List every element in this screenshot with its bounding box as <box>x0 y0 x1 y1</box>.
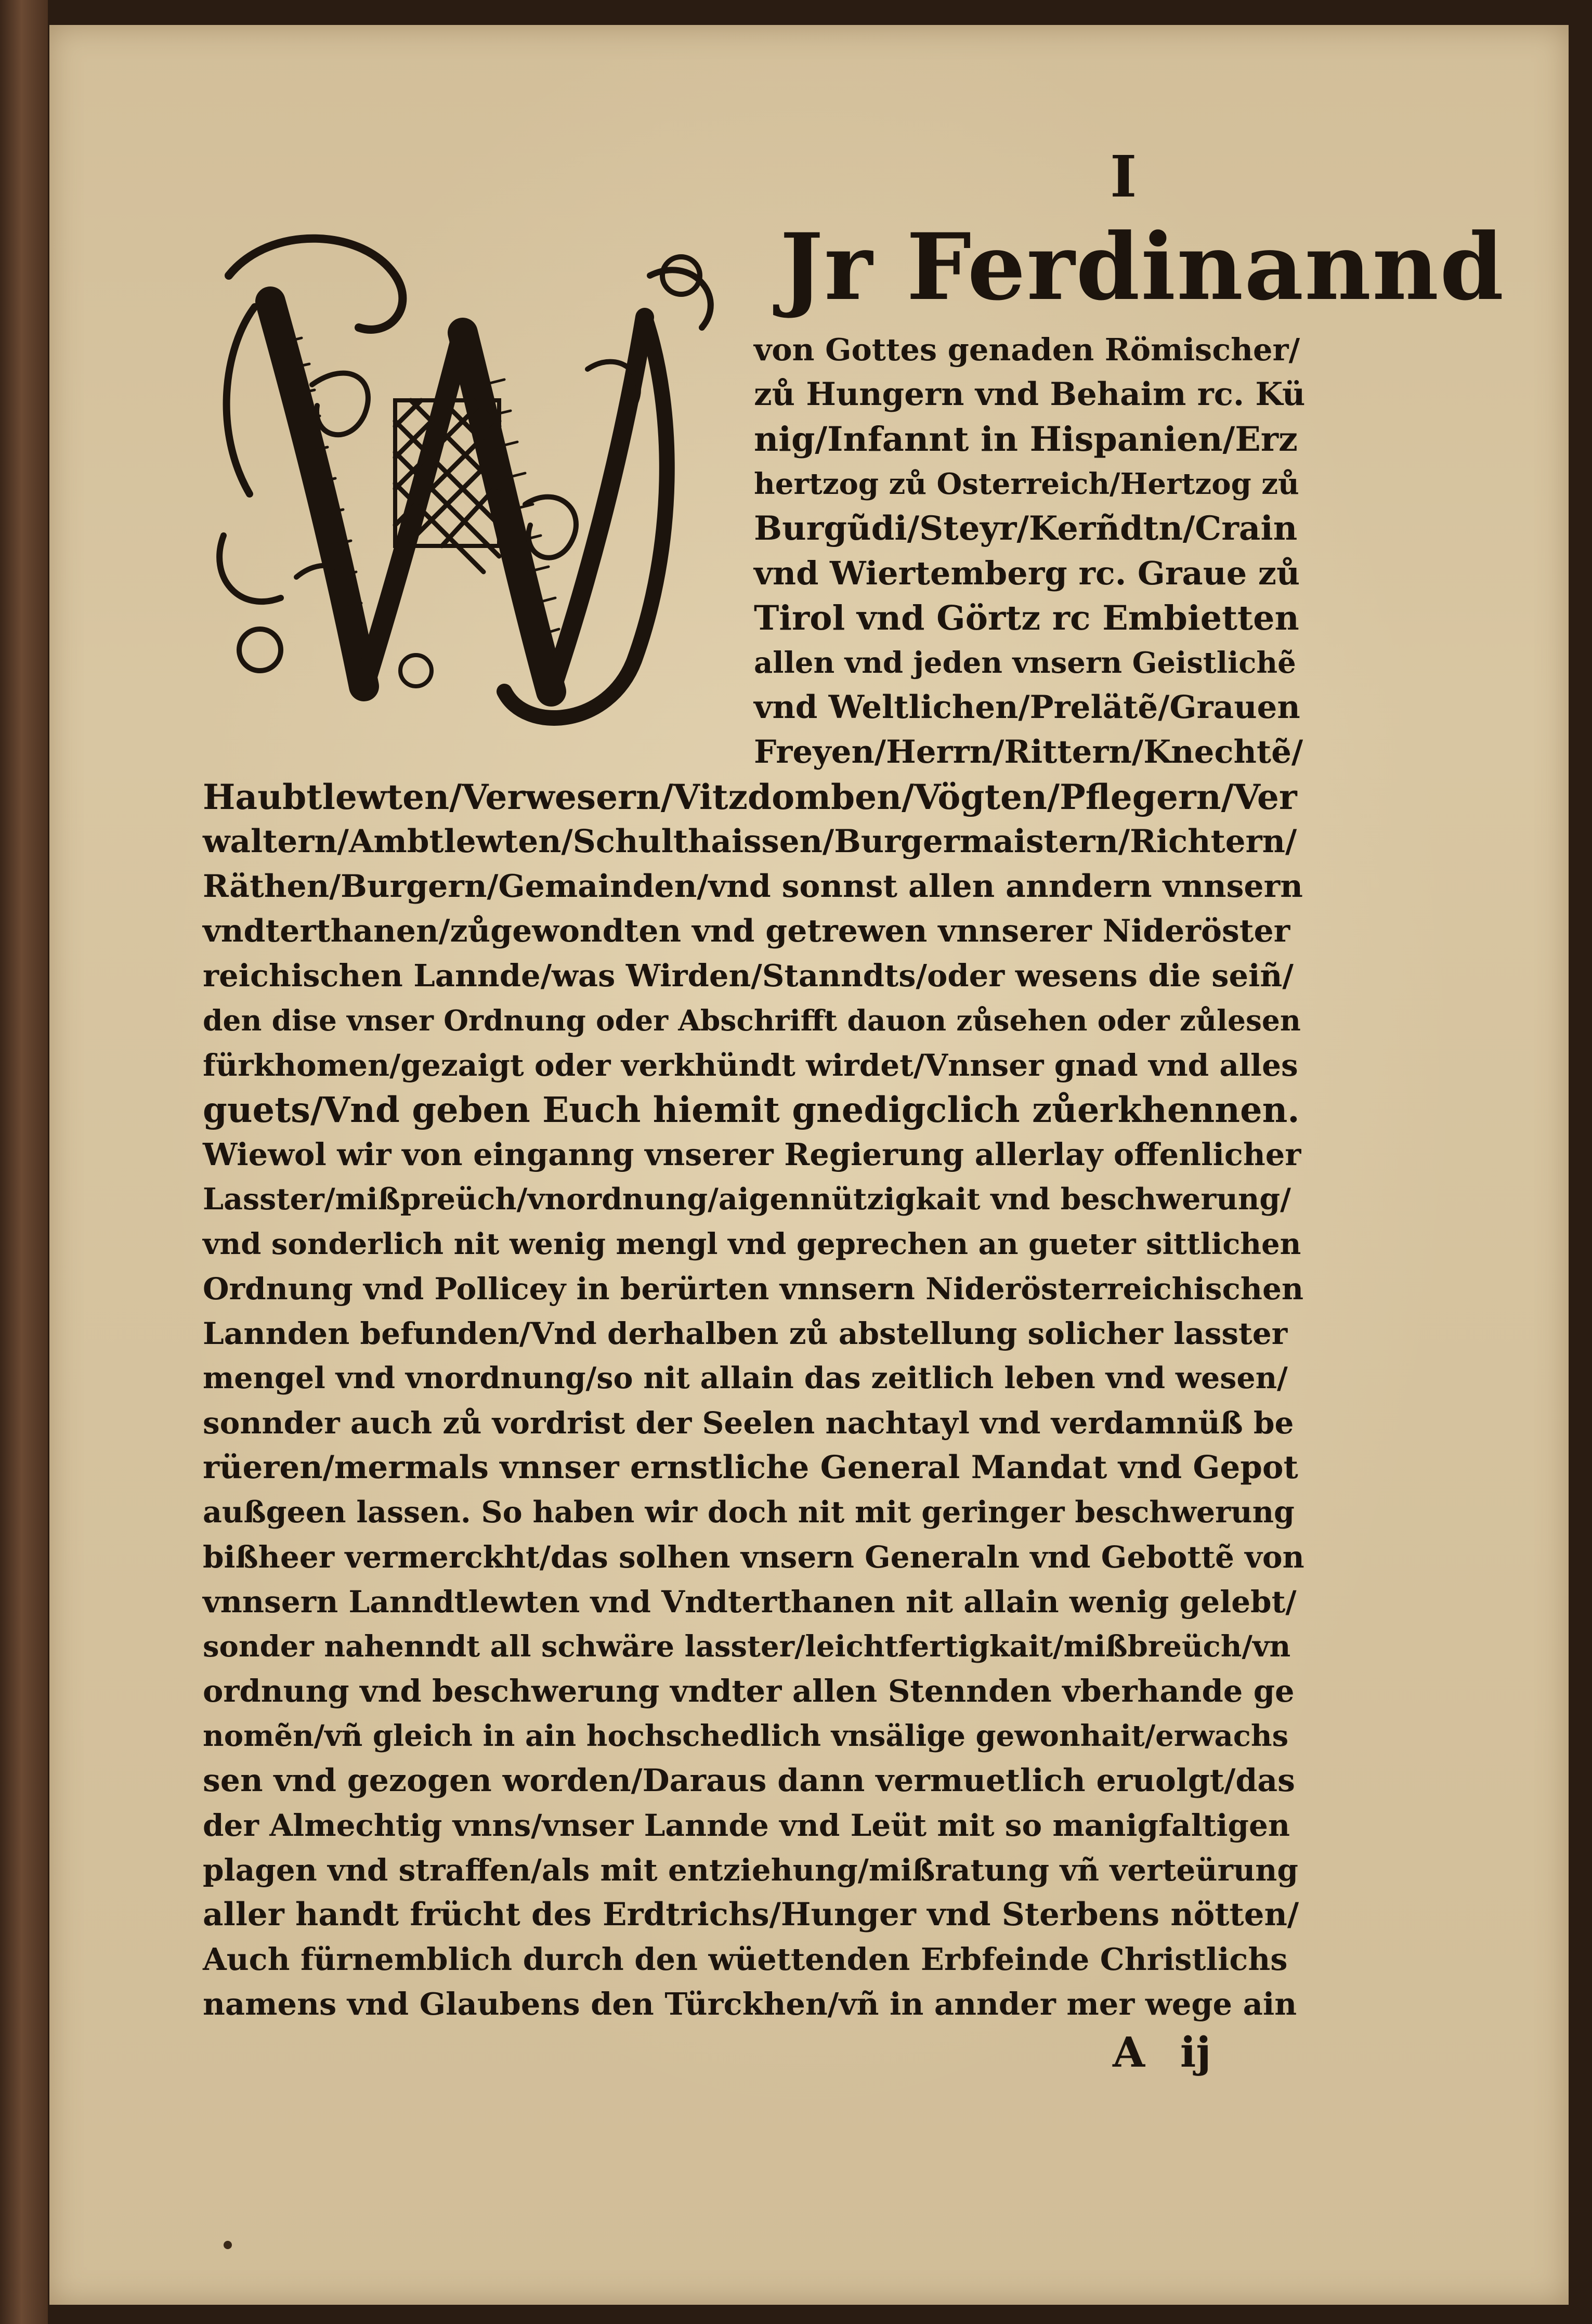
text-line: vnnsern Lanndtlewten vnd Vndterthanen nit allain wenig gelebt/ <box>203 1584 1297 1620</box>
opening-title: Jr Ferdinannd <box>780 213 1505 321</box>
signature-mark: A ij <box>1113 2028 1211 2077</box>
text-line: plagen vnd straffen/als mit entziehung/mißratung vñ verteürung <box>203 1852 1298 1888</box>
text-line: waltern/Ambtlewten/Schulthaissen/Burgermaistern/Richtern/ <box>203 823 1297 860</box>
text-line: rüeren/mermals vnnser ernstliche General Mandat vnd Gepot <box>203 1449 1298 1486</box>
decorated-initial-W-icon <box>192 213 743 738</box>
text-line: Burgũdi/Steyr/Kerñdtn/Crain <box>754 509 1298 548</box>
text-line: Haubtlewten/Verwesern/Vitzdomben/Vögten/Pflegern/Ver <box>203 777 1297 817</box>
text-line: guets/Vnd geben Euch hiemit gnedigclich zůerkhennen. <box>203 1089 1300 1130</box>
text-line: Freyen/Herrn/Rittern/Knechtẽ/ <box>754 734 1303 771</box>
ink-spot <box>224 2241 232 2249</box>
folio-number: I <box>1110 143 1137 210</box>
text-line: Wiewol wir von einganng vnserer Regierung allerlay offenlicher <box>203 1137 1301 1172</box>
text-line: mengel vnd vnordnung/so nit allain das zeitlich leben vnd wesen/ <box>203 1361 1288 1395</box>
text-line: Lasster/mißpreüch/vnordnung/aigennützigkait vnd beschwerung/ <box>203 1182 1291 1217</box>
text-line: Räthen/Burgern/Gemainden/vnd sonnst allen anndern vnnsern <box>203 868 1303 905</box>
text-line: hertzog zů Osterreich/Hertzog zů <box>754 467 1299 501</box>
text-line: sen vnd gezogen worden/Daraus dann vermuetlich eruolgt/das <box>203 1762 1295 1799</box>
text-line: der Almechtig vnns/vnser Lannde vnd Leüt mit so manigfaltigen <box>203 1808 1290 1843</box>
text-line: nig/Infannt in Hispanien/Erz <box>754 420 1298 459</box>
text-line: Tirol vnd Görtz rc Embietten <box>754 598 1299 638</box>
text-line: bißheer vermerckht/das solhen vnsern Generaln vnd Gebottẽ von <box>203 1539 1304 1575</box>
text-line: Lannden befunden/Vnd derhalben zů abstellung solicher lasster <box>203 1316 1288 1351</box>
text-line: zů Hungern vnd Behaim rc. Kü <box>754 376 1306 413</box>
text-line: fürkhomen/gezaigt oder verkhündt wirdet/Vnnser gnad vnd alles <box>203 1048 1298 1083</box>
text-line: vnd sonderlich nit wenig mengl vnd geprechen an gueter sittlichen <box>203 1227 1301 1261</box>
text-line: vnd Wiertemberg rc. Graue zů <box>754 554 1300 592</box>
text-line: allen vnd jeden vnsern Geistlichẽ <box>754 646 1296 680</box>
text-line: vndterthanen/zůgewondten vnd getrewen vnnserer Nideröster <box>203 913 1290 949</box>
text-line: sonder nahenndt all schwäre lasster/leichtfertigkait/mißbreüch/vn <box>203 1629 1291 1664</box>
text-line: den dise vnser Ordnung oder Abschrifft dauon zůsehen oder zůlesen <box>203 1003 1301 1037</box>
text-line: Auch fürnemblich durch den wüettenden Erbfeinde Christlichs <box>203 1941 1288 1977</box>
text-line: außgeen lassen. So haben wir doch nit mit geringer beschwerung <box>203 1495 1295 1530</box>
text-line: ordnung vnd beschwerung vndter allen Stennden vberhande ge <box>203 1673 1295 1709</box>
book-spine <box>0 0 48 2324</box>
text-line: Ordnung vnd Pollicey in berürten vnnsern Niderösterreichischen <box>203 1271 1304 1307</box>
text-line: sonnder auch zů vordrist der Seelen nachtayl vnd verdamnüß be <box>203 1405 1294 1441</box>
text-line: nomẽn/vñ gleich in ain hochschedlich vnsälige gewonhait/erwachs <box>203 1719 1289 1753</box>
text-line: reichischen Lannde/was Wirden/Stanndts/oder wesens die seiñ/ <box>203 958 1294 994</box>
text-line: vnd Weltlichen/Prelätẽ/Grauen <box>754 689 1300 726</box>
text-line: namens vnd Glaubens den Türckhen/vñ in annder mer wege ain <box>203 1986 1297 2022</box>
text-line: aller handt frücht des Erdtrichs/Hunger vnd Sterbens nötten/ <box>203 1896 1299 1933</box>
text-line: von Gottes genaden Römischer/ <box>754 332 1300 368</box>
